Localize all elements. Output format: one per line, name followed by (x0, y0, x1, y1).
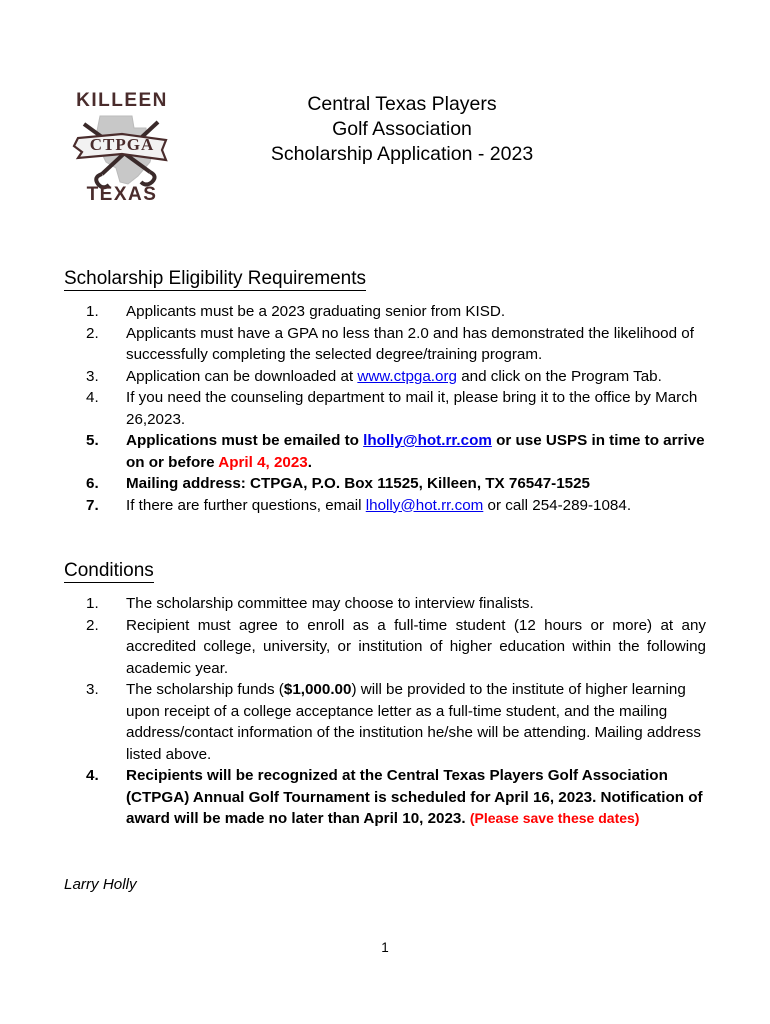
save-the-date-note: (Please save these dates) (469, 810, 640, 826)
list-item-text: Application can be downloaded at (126, 367, 358, 385)
list-item-text: Applicants must have a GPA no less than 2.0 and has demonstrated the likelihood of successfully completing the selected degree/training program. (126, 324, 694, 363)
inline-link[interactable]: www.ctpga.org (357, 367, 457, 385)
list-item-marker: 5. (86, 432, 99, 449)
list-item-text: The scholarship committee may choose to interview finalists. (126, 595, 534, 612)
list-item (86, 430, 706, 473)
eligibility-heading-wrap (64, 268, 770, 291)
list-item-text: Applicants must be a 2023 graduating senior from KISD. (126, 303, 506, 320)
list-item-marker: 3. (86, 367, 99, 385)
logo-bottom-text: TEXAS (86, 184, 158, 205)
list-item-marker: 1. (86, 303, 99, 320)
title-line-3: Scholarship Application - 2023 (270, 143, 534, 165)
list-item (86, 387, 706, 430)
conditions-list (0, 593, 770, 830)
conditions-heading: Conditions (64, 560, 154, 581)
list-item-marker: 4. (86, 767, 99, 784)
list-item-text: ) will be provided to the institute of higher learning upon receipt of a college acceptance letter as a full-time student, and the mailing address/contact information of the institution he/she will be attending. Mailing address listed above. (126, 681, 701, 763)
list-item (86, 679, 706, 765)
list-item-text: Recipient must agree to enroll as a full-time student (12 hours or more) at any accredited college, university, or institution of higher education within the following academic year. (126, 616, 706, 677)
conditions-heading-wrap (64, 560, 770, 583)
logo-banner-text: CTPGA (89, 135, 155, 154)
list-item (86, 301, 706, 323)
list-item (86, 366, 706, 388)
highlight-date-text: April 4, 2023 (218, 453, 308, 471)
inline-link[interactable]: lholly@hot.rr.com (365, 496, 484, 514)
list-item-text: Recipients will be recognized at the Central Texas Players Golf Association (CTPGA) Annual Golf Tournament is scheduled for April 16, 2023. Notification of award will be made no later than April 10, 2023. (126, 767, 703, 827)
logo-top-text: KILLEEN (76, 90, 168, 111)
list-item (86, 495, 706, 517)
list-item-text: If you need the counseling department to mail it, please bring it to the office by March 26,2023. (126, 389, 698, 428)
list-item (86, 323, 706, 366)
list-item-marker: 4. (86, 389, 99, 406)
list-item-text: Mailing address: CTPGA, P.O. Box 11525, Killeen, TX 76547-1525 (126, 475, 590, 492)
list-item (86, 615, 706, 680)
club-head-right (141, 172, 155, 185)
eligibility-list (0, 301, 770, 516)
logo-graphic (62, 88, 182, 206)
title-line-2: Golf Association (332, 118, 472, 140)
list-item-text: or call 254-289-1084. (483, 496, 632, 514)
list-item-marker: 7. (86, 496, 99, 514)
list-item-text: If there are further questions, email (126, 496, 366, 514)
title-line-1: Central Texas Players (307, 93, 497, 115)
ctpga-logo (62, 88, 182, 206)
list-item-text: and click on the Program Tab. (456, 367, 662, 385)
list-item (86, 473, 706, 495)
document-title (182, 88, 770, 167)
list-item-text: . (307, 453, 312, 471)
award-amount: $1,000.00 (283, 681, 352, 698)
list-item-marker: 3. (86, 681, 99, 698)
list-item-marker: 2. (86, 616, 99, 634)
list-item-marker: 2. (86, 324, 99, 342)
list-item-text: Applications must be emailed to (126, 432, 364, 449)
page-number: 1 (381, 940, 389, 955)
signature-name: Larry Holly (64, 875, 137, 893)
inline-link[interactable]: lholly@hot.rr.com (363, 432, 492, 449)
eligibility-heading: Scholarship Eligibility Requirements (64, 268, 367, 289)
list-item (86, 593, 706, 615)
list-item-text: or use USPS in time to arrive on or before (126, 432, 705, 471)
list-item-marker: 1. (86, 595, 99, 612)
list-item (86, 765, 706, 830)
list-item-text: The scholarship funds ( (126, 681, 284, 698)
list-item-marker: 6. (86, 475, 99, 492)
document-header (0, 0, 770, 208)
